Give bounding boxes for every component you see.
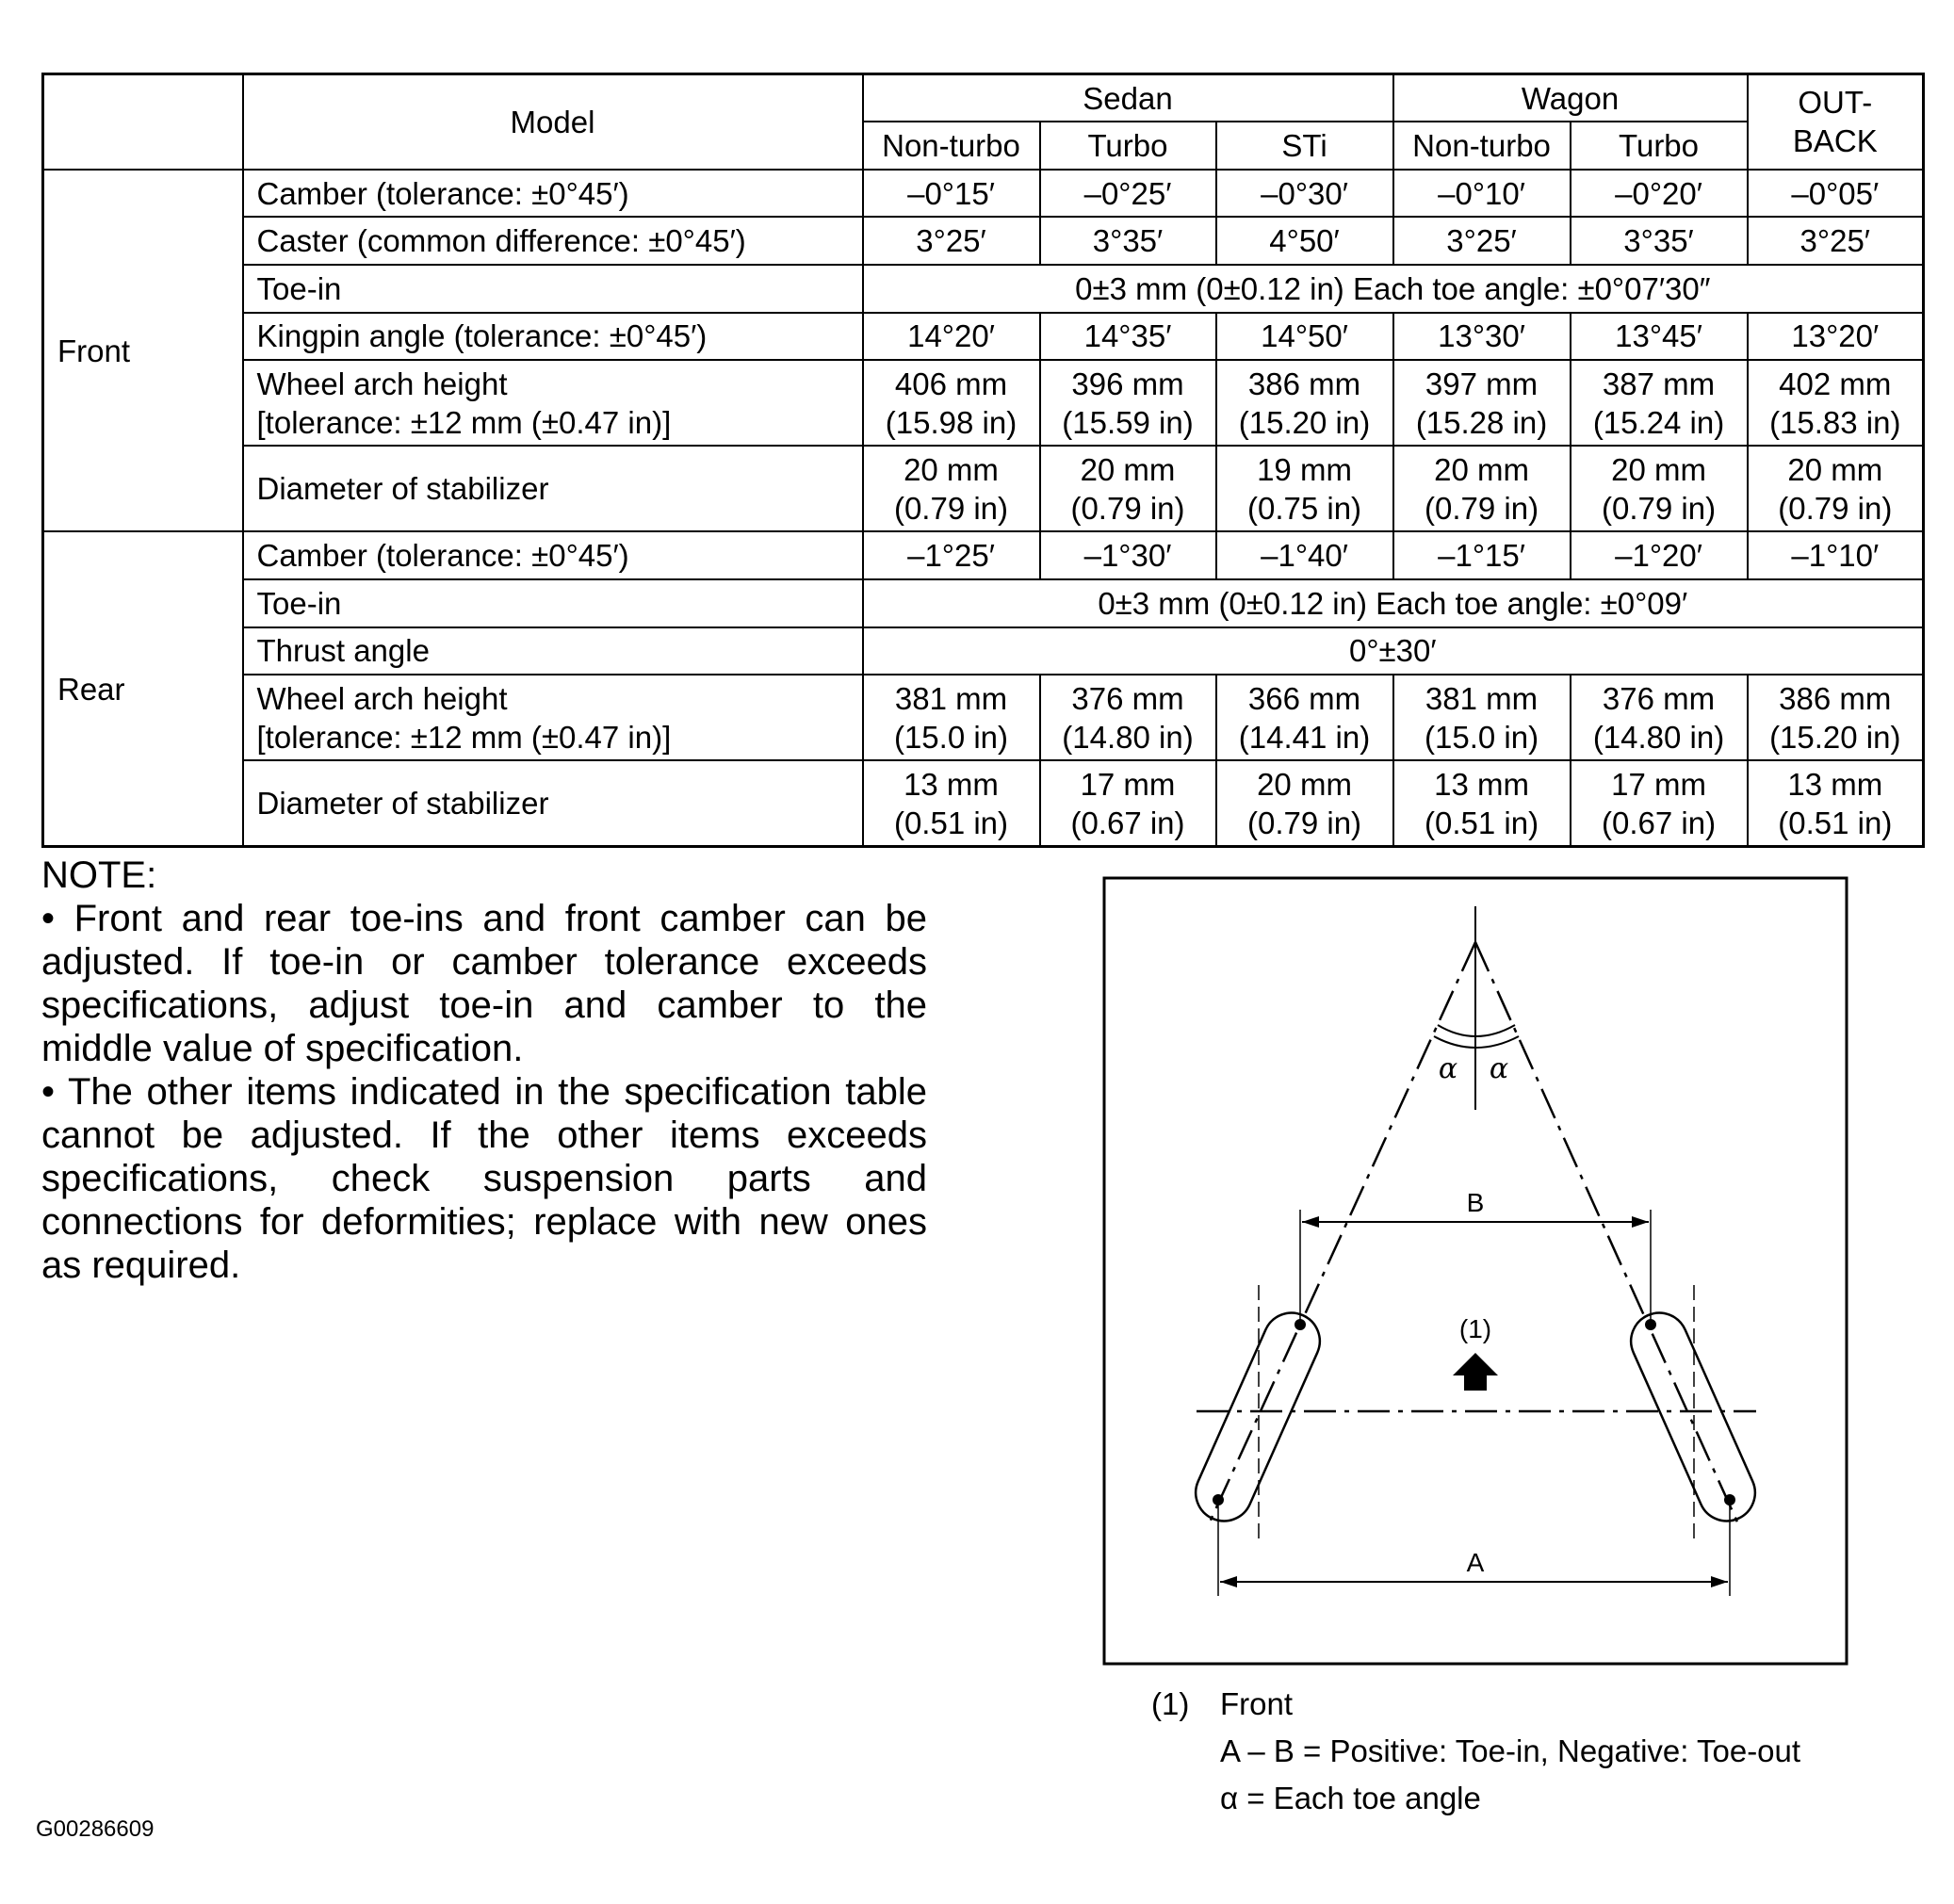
right-wheel-line xyxy=(1475,942,1739,1526)
spec-value: –0°20′ xyxy=(1571,170,1748,218)
spec-value: 20 mm (0.79 in) xyxy=(1571,446,1748,531)
spec-item-label: Thrust angle xyxy=(243,627,863,675)
spec-value: –1°40′ xyxy=(1216,531,1393,579)
section-front: Front xyxy=(43,170,243,532)
b-arrow-right xyxy=(1632,1216,1649,1228)
right-wheel xyxy=(1622,1304,1765,1530)
note-title: NOTE: xyxy=(41,854,157,896)
spec-value: 14°20′ xyxy=(863,313,1040,361)
a-arrow-right xyxy=(1711,1576,1728,1587)
legend-row-ab xyxy=(1151,1728,1800,1775)
sub-header-sedan-turbo: Turbo xyxy=(1040,122,1216,170)
spec-span-value: 0±3 mm (0±0.12 in) Each toe angle: ±0°09′ xyxy=(863,579,1924,627)
legend-front: Front xyxy=(1220,1686,1294,1721)
spec-value: 13°45′ xyxy=(1571,313,1748,361)
left-wheel-line xyxy=(1208,942,1475,1526)
dot-left-bottom xyxy=(1213,1494,1224,1505)
spec-value: –1°20′ xyxy=(1571,531,1748,579)
sub-header-wagon-nonturbo: Non-turbo xyxy=(1393,122,1571,170)
spec-value: 386 mm (15.20 in) xyxy=(1748,675,1924,760)
spec-value: –0°15′ xyxy=(863,170,1040,218)
spec-value: 376 mm (14.80 in) xyxy=(1571,675,1748,760)
spec-item-label: Toe-in xyxy=(243,265,863,313)
alpha-right-label: α xyxy=(1489,1052,1509,1085)
spec-value: 13°30′ xyxy=(1393,313,1571,361)
spec-value: 381 mm (15.0 in) xyxy=(1393,675,1571,760)
spec-value: 4°50′ xyxy=(1216,217,1393,265)
a-label: A xyxy=(1466,1548,1485,1577)
spec-value: 13 mm (0.51 in) xyxy=(1748,760,1924,846)
section-rear: Rear xyxy=(43,531,243,846)
spec-value: 13°20′ xyxy=(1748,313,1924,361)
legend-ab: A – B = Positive: Toe-in, Negative: Toe-out xyxy=(1220,1733,1801,1768)
spec-value: 14°50′ xyxy=(1216,313,1393,361)
spec-value: 17 mm (0.67 in) xyxy=(1571,760,1748,846)
figure-code: G00286609 xyxy=(36,1816,155,1842)
spec-value: –1°30′ xyxy=(1040,531,1216,579)
spec-item-label: Wheel arch height [tolerance: ±12 mm (±0.47 in)] xyxy=(243,675,863,760)
spec-value: –1°10′ xyxy=(1748,531,1924,579)
dot-right-top xyxy=(1645,1319,1656,1330)
spec-value: 3°25′ xyxy=(863,217,1040,265)
spec-value: 387 mm (15.24 in) xyxy=(1571,360,1748,446)
group-header-outback: OUT- BACK xyxy=(1748,74,1924,170)
sub-header-wagon-turbo: Turbo xyxy=(1571,122,1748,170)
spec-value: –0°05′ xyxy=(1748,170,1924,218)
spec-value: 3°35′ xyxy=(1040,217,1216,265)
model-header: Model xyxy=(243,74,863,170)
front-marker-label: (1) xyxy=(1458,1314,1492,1343)
spec-item-label: Camber (tolerance: ±0°45′) xyxy=(243,531,863,579)
spec-value: 402 mm (15.83 in) xyxy=(1748,360,1924,446)
sub-header-sedan-sti: STi xyxy=(1216,122,1393,170)
note-bullet-1: • Front and rear toe-ins and front camber can be adjusted. If toe-in or camber tolerance exceeds specifications, adjust toe-in and camber to the middle value of specification. xyxy=(41,898,927,1069)
dot-left-top xyxy=(1295,1319,1306,1330)
sub-header-sedan-nonturbo: Non-turbo xyxy=(863,122,1040,170)
spec-value: 14°35′ xyxy=(1040,313,1216,361)
spec-item-label: Diameter of stabilizer xyxy=(243,760,863,846)
spec-value: 20 mm (0.79 in) xyxy=(1216,760,1393,846)
spec-value: 19 mm (0.75 in) xyxy=(1216,446,1393,531)
b-arrow-left xyxy=(1302,1216,1319,1228)
spec-value: 17 mm (0.67 in) xyxy=(1040,760,1216,846)
spec-value: 366 mm (14.41 in) xyxy=(1216,675,1393,760)
spec-item-label: Diameter of stabilizer xyxy=(243,446,863,531)
spec-value: 3°35′ xyxy=(1571,217,1748,265)
spec-item-label: Camber (tolerance: ±0°45′) xyxy=(243,170,863,218)
spec-value: 20 mm (0.79 in) xyxy=(1393,446,1571,531)
spec-value: –0°10′ xyxy=(1393,170,1571,218)
spec-value: 3°25′ xyxy=(1748,217,1924,265)
spec-value: –0°25′ xyxy=(1040,170,1216,218)
spec-value: 20 mm (0.79 in) xyxy=(1748,446,1924,531)
a-arrow-left xyxy=(1220,1576,1237,1587)
spec-value: 396 mm (15.59 in) xyxy=(1040,360,1216,446)
dot-right-bottom xyxy=(1724,1494,1735,1505)
alpha-left-label: α xyxy=(1438,1052,1458,1085)
legend-alpha: α = Each toe angle xyxy=(1220,1781,1481,1815)
spec-value: 397 mm (15.28 in) xyxy=(1393,360,1571,446)
spec-item-label: Caster (common difference: ±0°45′) xyxy=(243,217,863,265)
legend-row-alpha xyxy=(1151,1775,1800,1822)
legend-number: (1) xyxy=(1151,1686,1190,1721)
spec-value: 20 mm (0.79 in) xyxy=(1040,446,1216,531)
spec-span-value: 0°±30′ xyxy=(863,627,1924,675)
diagram-legend xyxy=(1151,1681,1800,1822)
note-bullet-2: • The other items indicated in the specification table cannot be adjusted. If the other items exceeds specifications, check suspension parts and connections for deformities; replace with new ones as required. xyxy=(41,1071,927,1286)
spec-span-value: 0±3 mm (0±0.12 in) Each toe angle: ±0°07′30″ xyxy=(863,265,1924,313)
spec-value: –1°15′ xyxy=(1393,531,1571,579)
group-header-sedan: Sedan xyxy=(863,74,1393,122)
b-label: B xyxy=(1466,1188,1485,1217)
spec-value: 381 mm (15.0 in) xyxy=(863,675,1040,760)
spec-value: 406 mm (15.98 in) xyxy=(863,360,1040,446)
spec-value: 3°25′ xyxy=(1393,217,1571,265)
spec-item-label: Kingpin angle (tolerance: ±0°45′) xyxy=(243,313,863,361)
spec-value: –1°25′ xyxy=(863,531,1040,579)
legend-row-front xyxy=(1151,1681,1800,1728)
spec-item-label: Toe-in xyxy=(243,579,863,627)
front-arrow-icon xyxy=(1453,1353,1498,1391)
group-header-wagon: Wagon xyxy=(1393,74,1748,122)
spec-item-label: Wheel arch height [tolerance: ±12 mm (±0.47 in)] xyxy=(243,360,863,446)
spec-value: 13 mm (0.51 in) xyxy=(1393,760,1571,846)
left-wheel xyxy=(1187,1304,1329,1530)
spec-value: –0°30′ xyxy=(1216,170,1393,218)
spec-value: 386 mm (15.20 in) xyxy=(1216,360,1393,446)
spec-value: 376 mm (14.80 in) xyxy=(1040,675,1216,760)
spec-value: 20 mm (0.79 in) xyxy=(863,446,1040,531)
spec-value: 13 mm (0.51 in) xyxy=(863,760,1040,846)
